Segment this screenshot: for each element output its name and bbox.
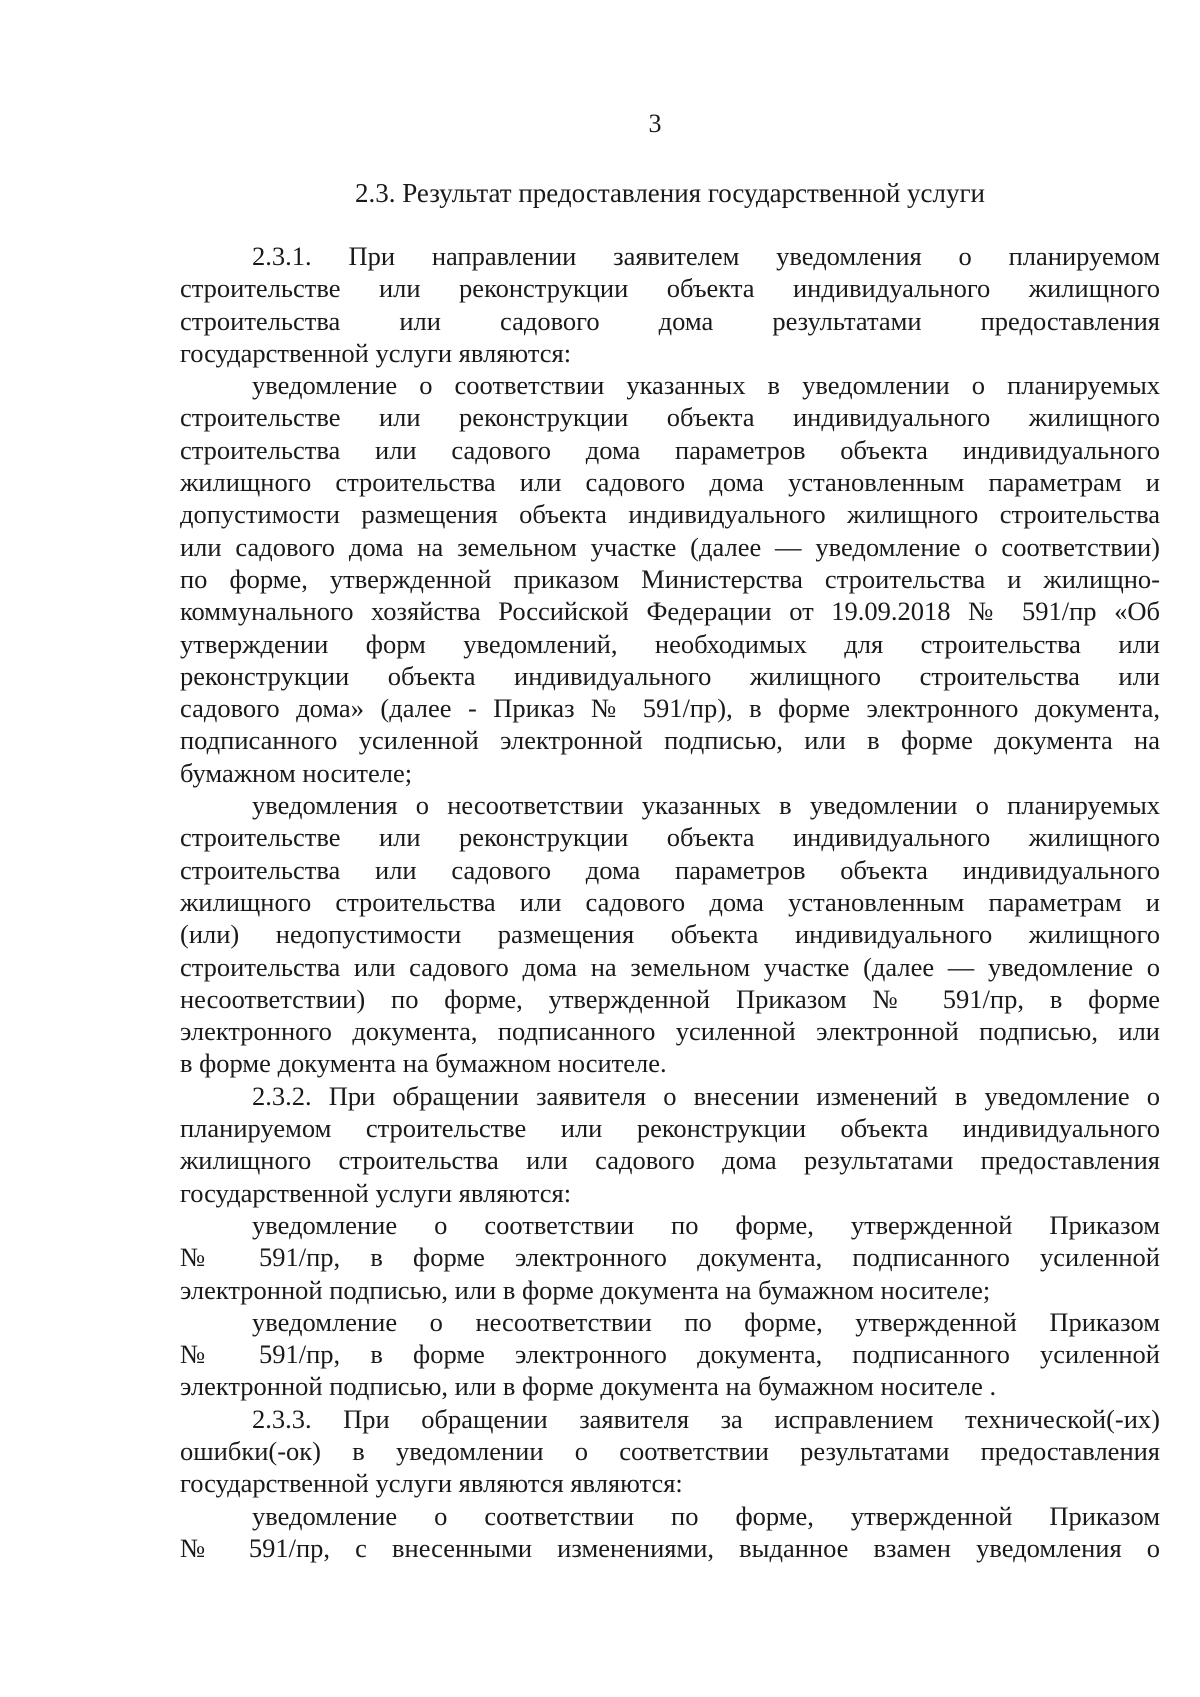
text-line: 2.3.3. При обращении заявителя за исправлением технической(-их) (252, 1403, 1160, 1434)
text-line: по форме, утвержденной приказом Министерства строительства и жилищно- (180, 563, 1160, 594)
text-line: № 591/пр, в форме электронного документа, подписанного усиленной (180, 1242, 1160, 1273)
text-line: уведомление о несоответствии по форме, утвержденной Приказом (252, 1306, 1160, 1337)
body-text (180, 240, 1160, 1564)
text-line: планируемом строительстве или реконструкции объекта индивидуального (180, 1113, 1160, 1144)
text-line: государственной услуги являются: (180, 1177, 572, 1208)
text-line: ошибки(-ок) в уведомлении о соответствии результатами предоставления (180, 1435, 1160, 1466)
text-line: строительстве или реконструкции объекта индивидуального жилищного (180, 273, 1160, 304)
text-line: электронного документа, подписанного усиленной электронной подписью, или (180, 1016, 1160, 1047)
text-line: электронной подписью, или в форме документа на бумажном носителе . (180, 1371, 997, 1402)
text-line: допустимости размещения объекта индивидуального жилищного строительства (180, 499, 1160, 530)
text-line: в форме документа на бумажном носителе. (180, 1048, 667, 1079)
text-line: садового дома» (далее - Приказ № 591/пр), в форме электронного документа, (180, 693, 1160, 724)
text-line: № 591/пр, в форме электронного документа, подписанного усиленной (180, 1339, 1160, 1370)
text-line: коммунального хозяйства Российской Федерации от 19.09.2018 № 591/пр «Об (180, 596, 1160, 627)
text-line: жилищного строительства или садового дома установленным параметрам и (180, 467, 1160, 498)
text-line: уведомления о несоответствии указанных в уведомлении о планируемых (252, 790, 1160, 821)
text-line: подписанного усиленной электронной подписью, или в форме документа на (180, 725, 1160, 756)
page-number: 3 (648, 109, 662, 138)
text-line: несоответствии) по форме, утвержденной Приказом № 591/пр, в форме (180, 983, 1160, 1014)
text-line: бумажном носителе; (180, 757, 413, 788)
text-line: 2.3.1. При направлении заявителем уведомления о планируемом (252, 241, 1160, 271)
text-line: 2.3.2. При обращении заявителя о внесении изменений в уведомление о (252, 1080, 1160, 1111)
text-line: № 591/пр, с внесенными изменениями, выданное взамен уведомления о (180, 1532, 1160, 1563)
text-line: государственной услуги являются являются: (180, 1468, 683, 1499)
text-line: строительства или садового дома результатами предоставления (180, 305, 1160, 336)
text-line: уведомление о соответствии указанных в уведомлении о планируемых (252, 370, 1160, 401)
text-line: строительства или садового дома параметров объекта индивидуального (180, 434, 1160, 465)
text-line: строительстве или реконструкции объекта индивидуального жилищного (180, 822, 1160, 853)
text-line: уведомление о соответствии по форме, утвержденной Приказом (252, 1209, 1160, 1240)
text-line: строительства или садового дома параметров объекта индивидуального (180, 854, 1160, 885)
text-line: электронной подписью, или в форме документа на бумажном носителе; (180, 1274, 991, 1305)
text-line: уведомление о соответствии по форме, утвержденной Приказом (252, 1500, 1160, 1531)
text-line: реконструкции объекта индивидуального жилищного строительства или (180, 660, 1160, 691)
text-line: (или) недопустимости размещения объекта индивидуального жилищного (180, 919, 1160, 950)
text-line: утверждении форм уведомлений, необходимых для строительства или (180, 628, 1160, 659)
section-title: 2.3. Результат предоставления государственной услуги (354, 178, 986, 208)
text-line: или садового дома на земельном участке (далее — уведомление о соответствии) (180, 531, 1160, 562)
text-line: жилищного строительства или садового дома результатами предоставления (180, 1145, 1160, 1176)
text-line: строительстве или реконструкции объекта индивидуального жилищного (180, 402, 1160, 433)
text-line: строительства или садового дома на земельном участке (далее — уведомление о (180, 951, 1160, 982)
text-line: жилищного строительства или садового дома установленным параметрам и (180, 886, 1160, 917)
text-line: государственной услуги являются: (180, 337, 572, 368)
